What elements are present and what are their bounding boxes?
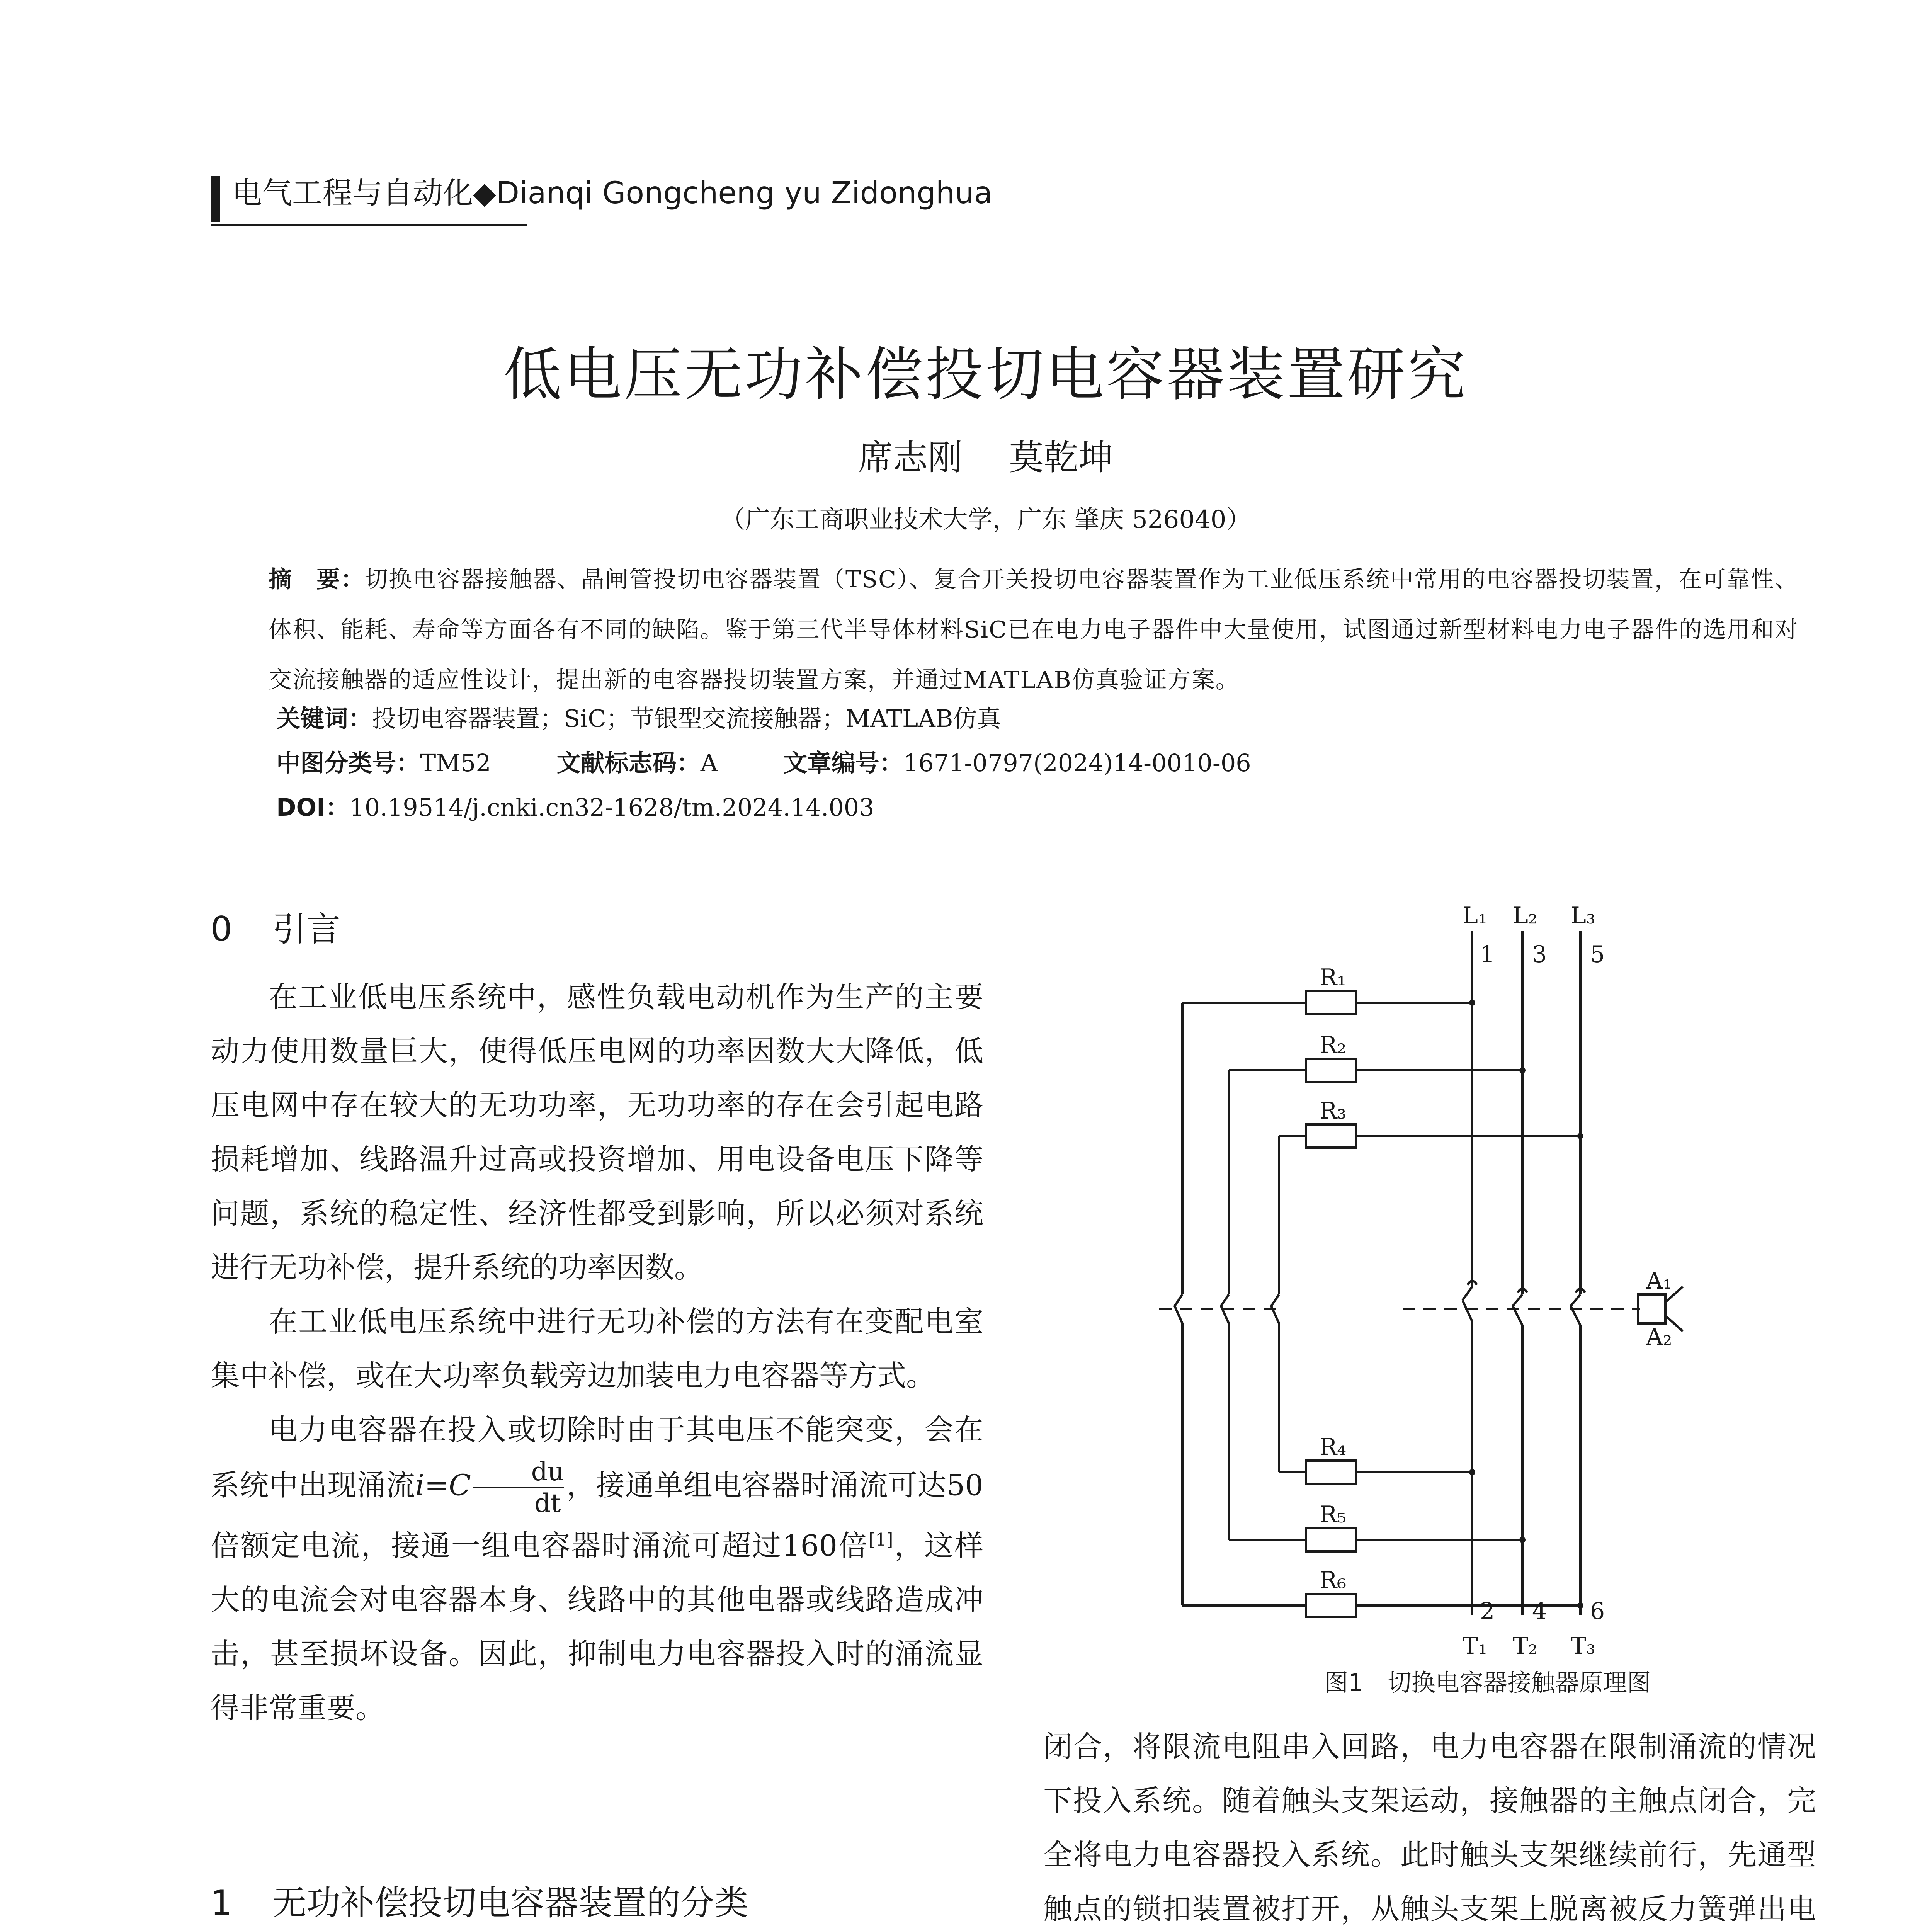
diamond-separator-icon: ◆	[473, 176, 497, 211]
line-label-l3: L₃	[1571, 902, 1595, 929]
section-heading-0	[211, 904, 340, 954]
running-header-en: Dianqi Gongcheng yu Zidonghua	[496, 176, 993, 211]
paragraph: 闭合，将限流电阻串入回路，电力电容器在限制涌流的情况下投入系统。随着触头支架运动，接触器的主触点闭合，完全将电力电容器投入系统。此时触头支架继续前行，先通型触点的锁扣装置被打开，从触头支架上脱离被反力簧弹出电	[1043, 1730, 1816, 1926]
running-header	[232, 174, 992, 213]
junction-dot	[1469, 1469, 1475, 1475]
doi-label: DOI：	[276, 793, 350, 821]
header-bar-mark	[211, 176, 220, 222]
section-title: 无功补偿投切电容器装置的分类	[272, 1883, 749, 1923]
line-label-l2: L₂	[1513, 902, 1537, 929]
keywords-text: 投切电容器装置；SiC；节银型交流接触器；MATLAB仿真	[372, 704, 1001, 733]
doc-code-value: A	[700, 749, 718, 777]
output-label-t1: T₁	[1463, 1633, 1488, 1660]
paragraph: 在工业低电压系统中，感性负载电动机作为生产的主要动力使用数量巨大，使得低压电网的功率因数大大降低，低压电网中存在较大的无功功率，无功功率的存在会引起电路损耗增加、线路温升过高或投资增加、用电设备电压下降等问题，系统的稳定性、经济性都受到影响，所以必须对系统进行无功补偿，提升系统的功率因数。	[211, 980, 983, 1284]
resistor-label-r4: R₄	[1320, 1434, 1347, 1461]
paragraph-text: ，这样大的电流会对电容器本身、线路中的其他电器或线路造成冲击，甚至损坏设备。因此，抑制电力电容器投入时的涌流显得非常重要。	[211, 1529, 983, 1725]
article-number-label: 文章编号：	[783, 749, 903, 777]
output-label-t3: T₃	[1571, 1633, 1596, 1660]
resistor-label-r2: R₂	[1320, 1032, 1347, 1059]
author-list	[0, 435, 1932, 481]
coil-label-a2: A₂	[1646, 1323, 1672, 1350]
section-heading-1	[211, 1878, 748, 1928]
clc-label: 中图分类号：	[276, 749, 420, 777]
section-number: 1	[211, 1883, 232, 1923]
paragraph	[211, 1403, 983, 1735]
terminal-label: 5	[1590, 941, 1605, 968]
terminal-label: 3	[1532, 941, 1547, 968]
abstract	[269, 554, 1799, 705]
header-underline	[211, 224, 527, 226]
paragraph: 在工业低电压系统中进行无功补偿的方法有在变配电室集中补偿，或在大功率负载旁边加装电力电容器等方式。	[211, 1304, 983, 1393]
equation-lhs: i=C	[415, 1468, 471, 1502]
resistor-label-r1: R₁	[1320, 964, 1347, 991]
abstract-text: 切换电容器接触器、晶闸管投切电容器装置（TSC）、复合开关投切电容器装置作为工业低压系统中常用的电容器投切装置，在可靠性、体积、能耗、寿命等方面各有不同的缺陷。鉴于第三代半导体材料SiC已在电力电子器件中大量使用，试图通过新型材料电力电子器件的选用和对交流接触器的适应性设计，提出新的电容器投切装置方案，并通过MATLAB仿真验证方案。	[269, 566, 1799, 694]
fraction-denominator: dt	[473, 1487, 564, 1519]
paragraph-text: ，接通单组电容器时涌流可达50倍额定电流，接通一组电容器时涌流可超过160倍	[211, 1468, 983, 1563]
running-header-cn: 电气工程与自动化	[232, 176, 473, 211]
keywords-label: 关键词：	[276, 704, 372, 733]
right-column-text	[1043, 1719, 1816, 1932]
paragraph-text: 电力电容器在投入或切除时由于其电压不能突变，会在系统中出现涌流	[211, 1413, 983, 1502]
doc-code-label: 文献标志码：	[556, 749, 701, 777]
paper-title: 低电压无功补偿投切电容器装置研究	[503, 341, 1468, 408]
resistor-label-r6: R₆	[1320, 1567, 1347, 1594]
junction-dot	[1469, 1000, 1475, 1006]
doi-line	[276, 788, 874, 827]
output-label-t2: T₂	[1513, 1633, 1538, 1660]
junction-dot	[1577, 1133, 1583, 1139]
citation-ref[interactable]: [1]	[868, 1529, 893, 1550]
classification-line	[276, 744, 1251, 782]
resistor-label-r5: R₅	[1320, 1501, 1347, 1528]
section-number: 0	[211, 909, 232, 949]
abstract-label: 摘 要：	[269, 566, 365, 593]
section-title: 引言	[272, 909, 341, 949]
terminal-label: 4	[1532, 1598, 1547, 1625]
affiliation: （广东工商职业技术大学，广东 肇庆 526040）	[720, 505, 1251, 534]
equation-fraction	[473, 1457, 564, 1519]
junction-dot	[1577, 1602, 1583, 1609]
junction-dot	[1519, 1537, 1526, 1543]
resistor-label-r3: R₃	[1320, 1097, 1347, 1124]
coil-label-a1: A₁	[1646, 1267, 1672, 1294]
fraction-numerator: du	[531, 1457, 564, 1486]
junction-dot	[1519, 1067, 1526, 1073]
author-name: 莫乾坤	[1009, 437, 1113, 478]
terminal-label: 2	[1480, 1598, 1495, 1625]
terminal-label: 1	[1480, 941, 1495, 968]
author-name: 席志刚	[858, 437, 963, 478]
article-number-value: 1671-0797(2024)14-0010-06	[903, 749, 1251, 777]
terminal-label: 6	[1590, 1598, 1605, 1625]
line-label-l1: L₁	[1463, 902, 1487, 929]
keywords	[276, 699, 1001, 738]
left-column-intro	[211, 970, 983, 1735]
clc-value: TM52	[420, 749, 491, 777]
doi-link[interactable]: 10.19514/j.cnki.cn32-1628/tm.2024.14.003	[349, 793, 874, 821]
circuit-diagram	[1151, 900, 1731, 1673]
figure-caption: 图1 切换电容器接触器原理图	[1324, 1668, 1651, 1697]
